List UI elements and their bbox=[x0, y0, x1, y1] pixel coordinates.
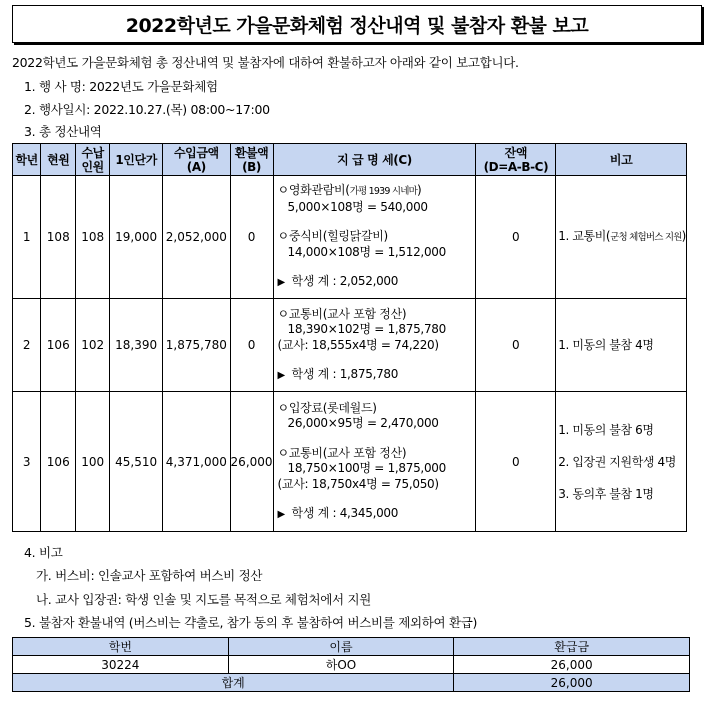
header-note: 비고 bbox=[556, 144, 687, 176]
cell-refund: 0 bbox=[230, 176, 273, 299]
cell-note: 1. 미동의 불참 4명 bbox=[556, 299, 687, 392]
cell-detail: ㅇ영화관람비(가평 1939 시네마) 5,000×108명 = 540,000 ㅇ중식비(힐링닭갈비) 14,000×108명 = 1,512,000 ▶ 학생 계 : 2,052,000 bbox=[273, 176, 476, 299]
cell-grade: 2 bbox=[13, 299, 41, 392]
cell-unit-price: 18,390 bbox=[110, 299, 163, 392]
cell-grade: 1 bbox=[13, 176, 41, 299]
cell-refund: 0 bbox=[230, 299, 273, 392]
table-header-row bbox=[13, 144, 687, 176]
header-balance: 잔액 (D=A-B-C) bbox=[476, 144, 556, 176]
header-detail: 지 급 명 세(C) bbox=[273, 144, 476, 176]
refund-total-amount: 26,000 bbox=[454, 674, 690, 692]
cell-detail: ㅇ교통비(교사 포함 정산) 18,390×102명 = 1,875,780 (교사: 18,555x4명 = 74,220) ▶ 학생 계 : 1,875,780 bbox=[273, 299, 476, 392]
refund-heading: 5. 불참자 환불내역 (버스비는 갹출로, 참가 동의 후 불참하여 버스비를 제외하여 환급) bbox=[24, 615, 478, 630]
header-grade: 학년 bbox=[13, 144, 41, 176]
cell-income: 1,875,780 bbox=[163, 299, 230, 392]
table-row bbox=[13, 299, 687, 392]
header-refund: 환불액 (B) bbox=[230, 144, 273, 176]
cell-unit-price: 19,000 bbox=[110, 176, 163, 299]
cell-paid: 102 bbox=[76, 299, 110, 392]
cell-detail: ㅇ입장료(롯데월드) 26,000×95명 = 2,470,000 ㅇ교통비(교사 포함 정산) 18,750×100명 = 1,875,000 (교사: 18,750x4명 = 75,050) ▶ 학생 계 : 4,345,000 bbox=[273, 392, 476, 532]
refund-header-name: 이름 bbox=[228, 638, 454, 656]
refund-table bbox=[12, 637, 690, 692]
cell-refund: 26,000 bbox=[230, 392, 273, 532]
header-income: 수입금액 (A) bbox=[163, 144, 230, 176]
triangle-bullet-icon: ▶ bbox=[277, 370, 285, 381]
cell-current: 106 bbox=[41, 299, 76, 392]
summary-heading: 3. 총 정산내역 bbox=[24, 124, 102, 139]
cell-current: 106 bbox=[41, 392, 76, 532]
remark-b: 나. 교사 입장권: 학생 인솔 및 지도를 목적으로 체험처에서 지원 bbox=[36, 592, 372, 607]
cell-balance: 0 bbox=[476, 176, 556, 299]
refund-cell-name: 하OO bbox=[228, 656, 454, 674]
cell-paid: 100 bbox=[76, 392, 110, 532]
refund-header-id: 학번 bbox=[13, 638, 229, 656]
cell-paid: 108 bbox=[76, 176, 110, 299]
event-date-line: 2. 행사일시: 2022.10.27.(목) 08:00~17:00 bbox=[24, 102, 270, 117]
header-current: 현원 bbox=[41, 144, 76, 176]
table-row bbox=[13, 656, 690, 674]
settlement-table bbox=[12, 143, 687, 532]
triangle-bullet-icon: ▶ bbox=[277, 509, 285, 520]
remarks-heading: 4. 비고 bbox=[24, 545, 63, 560]
cell-grade: 3 bbox=[13, 392, 41, 532]
cell-balance: 0 bbox=[476, 299, 556, 392]
event-name-line: 1. 행 사 명: 2022년도 가을문화체험 bbox=[24, 79, 218, 94]
page-title: 2022학년도 가을문화체험 정산내역 및 불참자 환불 보고 bbox=[12, 5, 702, 43]
cell-income: 2,052,000 bbox=[163, 176, 230, 299]
table-row bbox=[13, 392, 687, 532]
refund-total-row bbox=[13, 674, 690, 692]
cell-current: 108 bbox=[41, 176, 76, 299]
header-paid: 수납 인원 bbox=[76, 144, 110, 176]
table-row bbox=[13, 176, 687, 299]
cell-unit-price: 45,510 bbox=[110, 392, 163, 532]
refund-total-label: 합계 bbox=[13, 674, 454, 692]
cell-income: 4,371,000 bbox=[163, 392, 230, 532]
cell-note: 1. 미동의 불참 6명 2. 입장권 지원학생 4명 3. 동의후 불참 1명 bbox=[556, 392, 687, 532]
header-unit-price: 1인단가 bbox=[110, 144, 163, 176]
remark-a: 가. 버스비: 인솔교사 포함하여 버스비 정산 bbox=[36, 568, 263, 583]
refund-cell-amount: 26,000 bbox=[454, 656, 690, 674]
refund-header-row bbox=[13, 638, 690, 656]
cell-balance: 0 bbox=[476, 392, 556, 532]
cell-note: 1. 교통비(군청 체험버스 지원) bbox=[556, 176, 687, 299]
refund-header-amount: 환급금 bbox=[454, 638, 690, 656]
triangle-bullet-icon: ▶ bbox=[277, 277, 285, 289]
intro-text: 2022학년도 가을문화체험 총 정산내역 및 불참자에 대하여 환불하고자 아래와 같이 보고합니다. bbox=[12, 55, 519, 70]
refund-cell-id: 30224 bbox=[13, 656, 229, 674]
